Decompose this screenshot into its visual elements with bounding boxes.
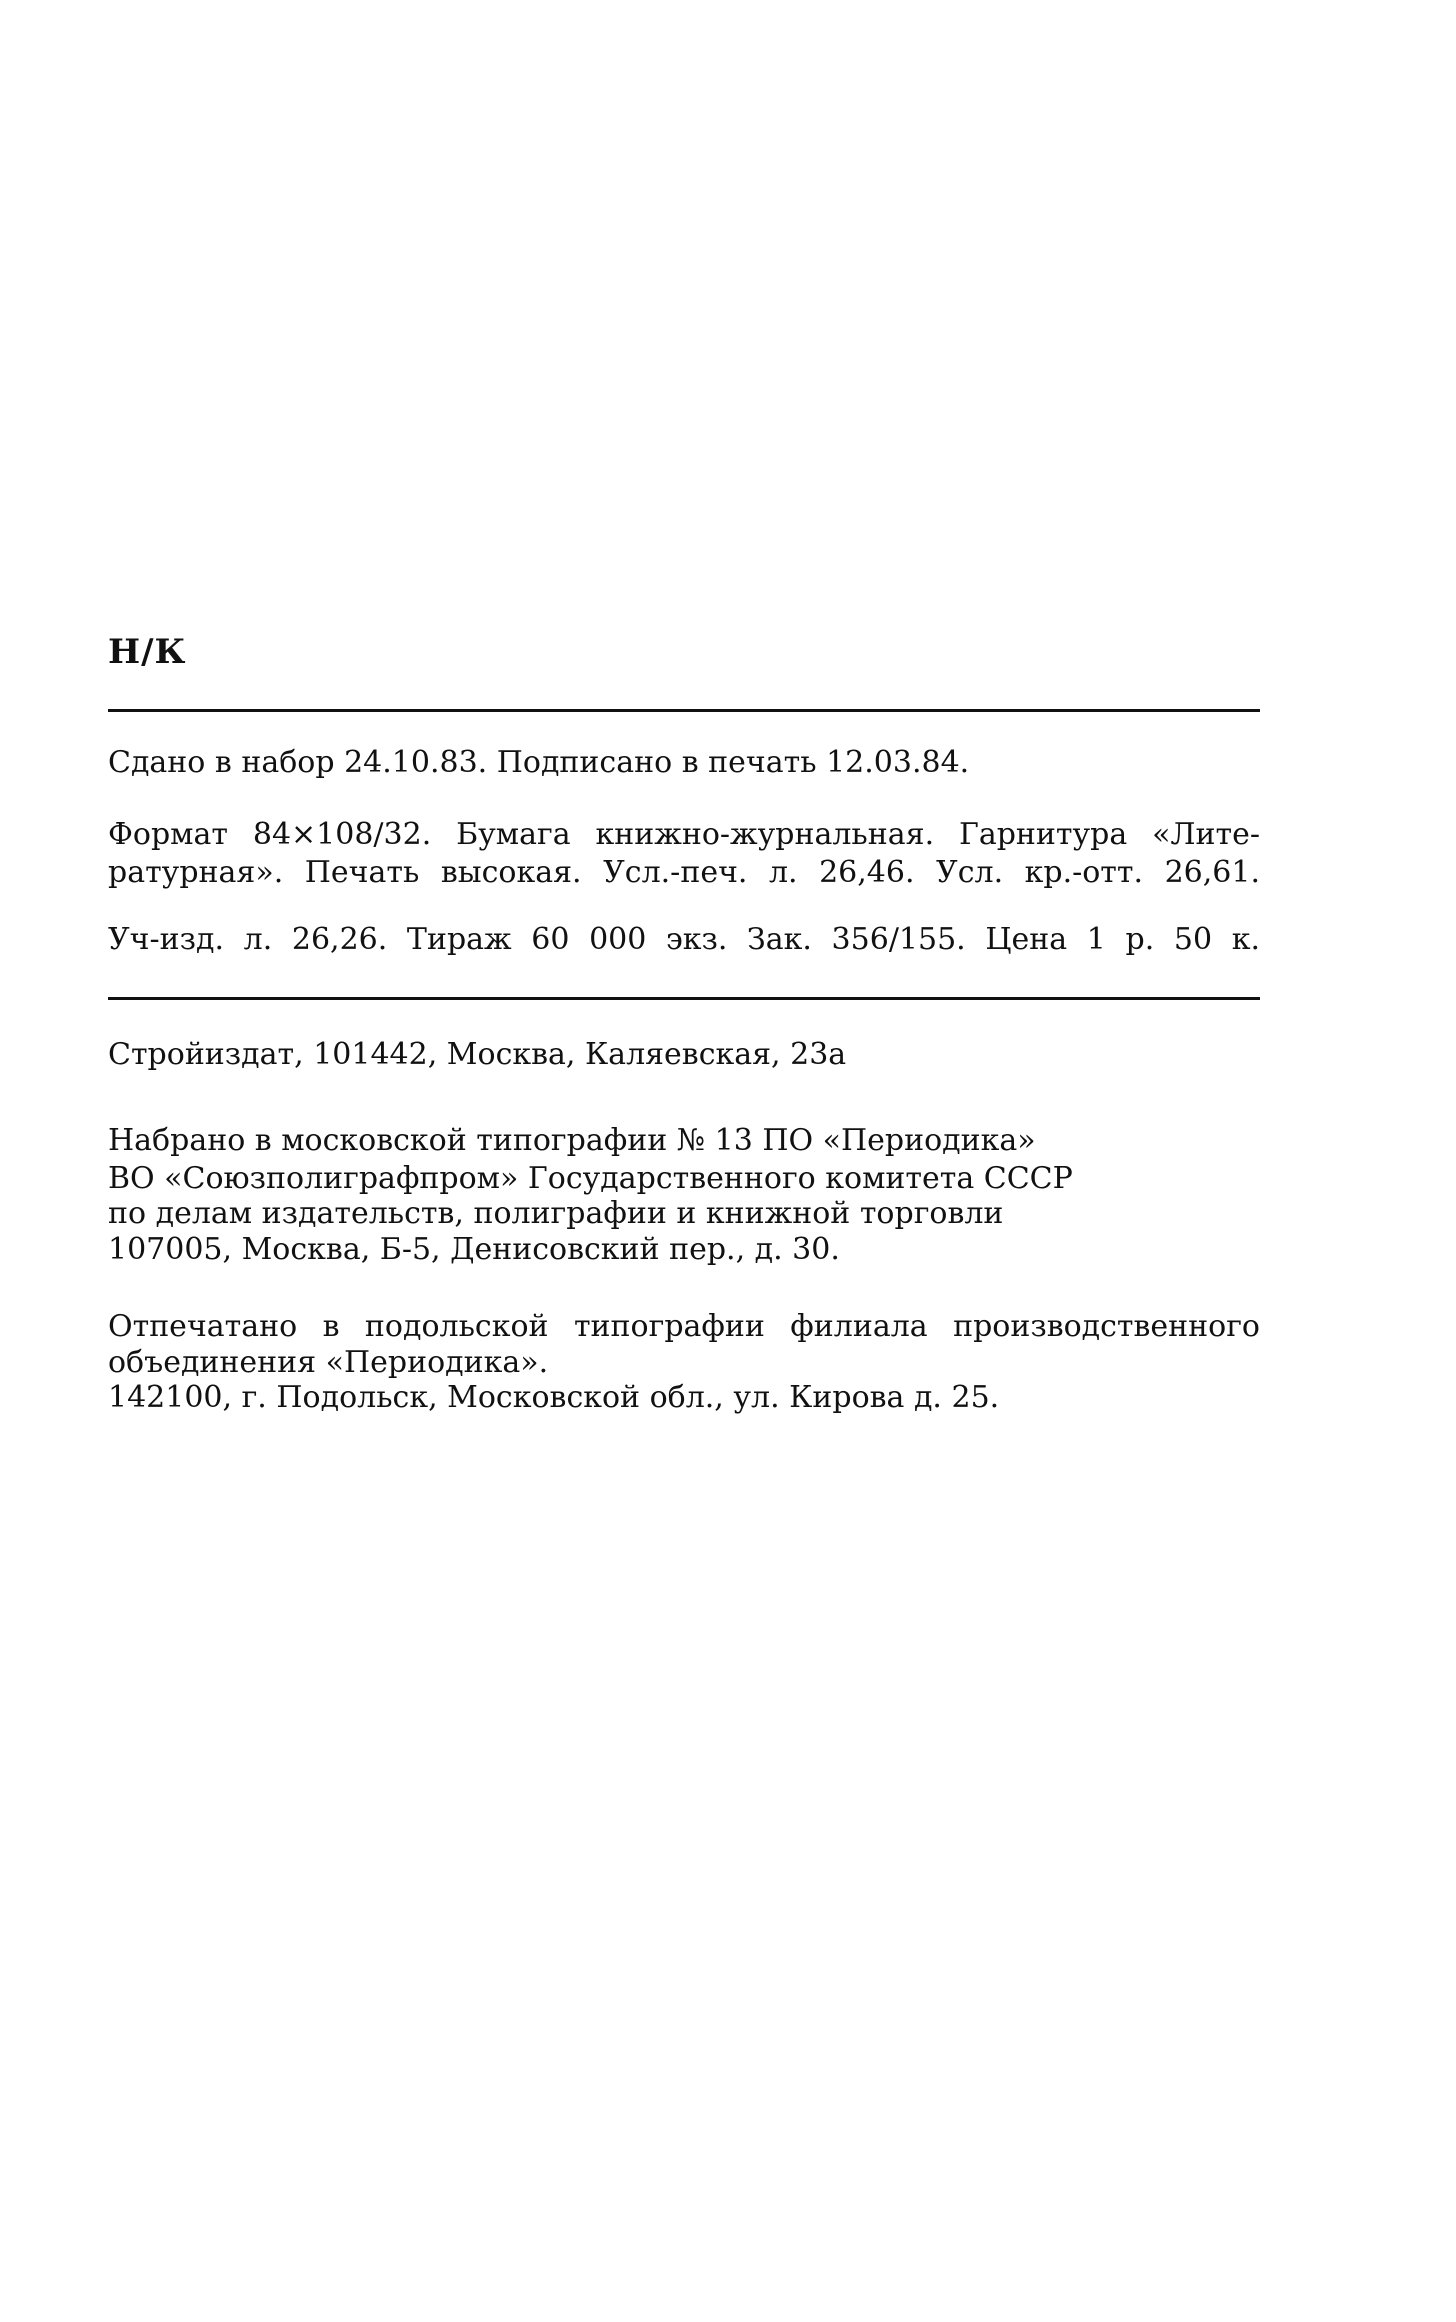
printed-by-line: объединения «Периодика».: [108, 1345, 549, 1380]
typeset-by-line: Набрано в московской типографии № 13 ПО «Периодика»: [108, 1123, 1036, 1158]
top-divider: [108, 709, 1260, 712]
typeset-signed-line: Сдано в набор 24.10.83. Подписано в печать 12.03.84.: [108, 745, 970, 780]
typeset-by-line: 107005, Москва, Б-5, Денисовский пер., д. 30.: [108, 1232, 840, 1267]
printed-by-line: 142100, г. Подольск, Московской обл., ул. Кирова д. 25.: [108, 1380, 1000, 1415]
typeset-by-line: ВО «Союзполиграфпром» Государственного комитета СССР: [108, 1161, 1073, 1196]
printed-by-line: Отпечатано в подольской типографии филиала производственного: [108, 1309, 1260, 1344]
format-line-1: Формат 84×108/32. Бумага книжно-журнальная. Гарнитура «Лите-: [108, 817, 1260, 852]
edition-line: Уч-изд. л. 26,26. Тираж 60 000 экз. Зак. 356/155. Цена 1 р. 50 к.: [108, 922, 1260, 957]
page-code: Н/К: [108, 632, 187, 672]
publisher-line: Стройиздат, 101442, Москва, Каляевская, 23а: [108, 1037, 847, 1072]
typeset-by-line: по делам издательств, полиграфии и книжной торговли: [108, 1196, 1004, 1231]
format-line-2: ратурная». Печать высокая. Усл.-печ. л. 26,46. Усл. кр.-отт. 26,61.: [108, 855, 1260, 890]
bottom-divider: [108, 997, 1260, 1000]
